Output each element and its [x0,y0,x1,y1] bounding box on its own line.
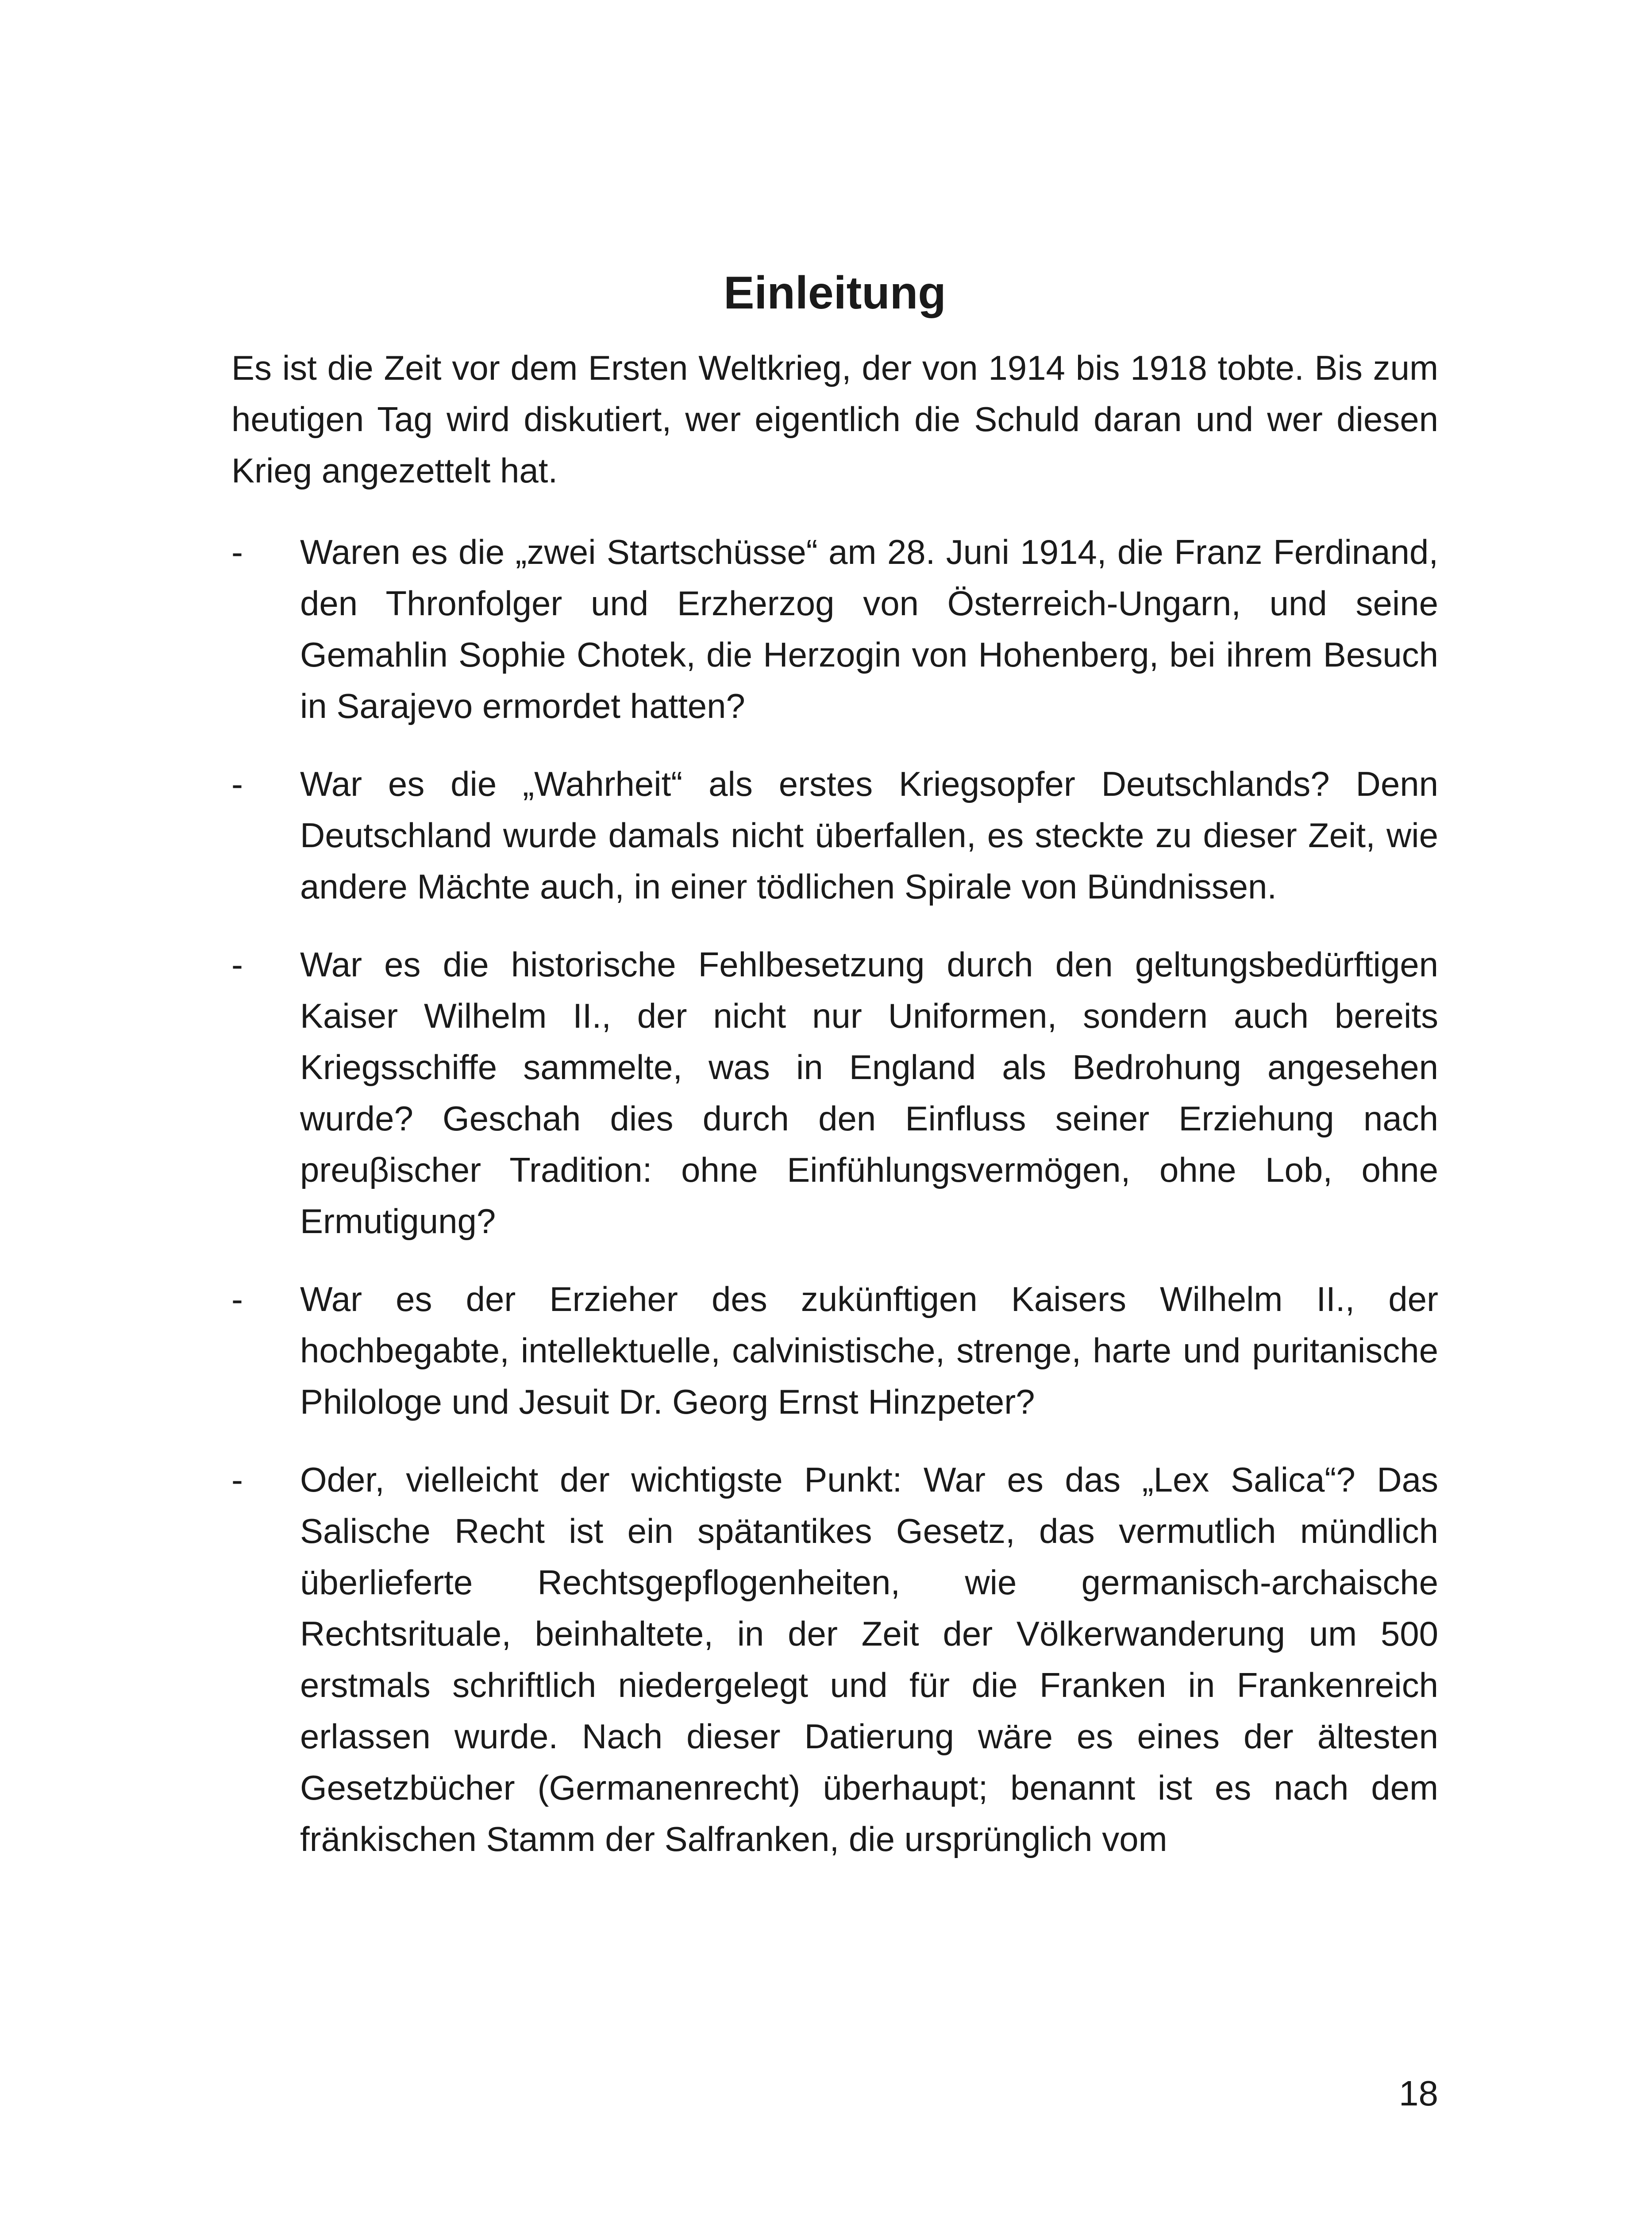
list-marker: - [231,532,243,571]
list-item [231,1454,1438,1865]
intro-paragraph: Es ist die Zeit vor dem Ersten Weltkrieg, der von 1914 bis 1918 tobte. Bis zum heutigen Tag wird diskutiert, wer eigentlich die Schuld daran und wer diesen Krieg angezettelt hat. [231,348,1438,490]
list-marker: - [231,764,243,803]
list-item-text: War es die historische Fehlbesetzung durch den geltungsbedürftigen Kaiser Wilhelm II., der nicht nur Uniformen, sondern auch bereits Kriegsschiffe sammelte, was in England als Bedrohung angesehen wurde? Geschah dies durch den Einfluss seiner Erziehung nach preuβischer Tradition: ohne Einfühlungsvermögen, ohne Lob, ohne Ermutigung? [300,945,1438,1241]
list-marker: - [231,1279,243,1319]
bullet-list [231,526,1438,1865]
page-content [231,266,1438,1891]
list-item [231,758,1438,912]
list-item-text: Oder, vielleicht der wichtigste Punkt: War es das „Lex Salica“? Das Salische Recht ist ein spätantikes Gesetz, das vermutlich mündlich überlieferte Rechtsgepflogenheiten, wie germanisch-archaische Rechtsrituale, beinhaltete, in der Zeit der Völkerwanderung um 500 erstmals schriftlich niedergelegt und für die Franken in Frankenreich erlassen wurde. Nach dieser Datierung wäre es eines der ältesten Gesetzbücher (Germanenrecht) überhaupt; benannt ist es nach dem fränkischen Stamm der Salfranken, die ursprünglich vom [300,1460,1438,1858]
list-item-text: War es der Erzieher des zukünftigen Kaisers Wilhelm II., der hochbegabte, intellektuelle, calvinistische, strenge, harte und puritanische Philologe und Jesuit Dr. Georg Ernst Hinzpeter? [300,1279,1438,1421]
list-item-text: War es die „Wahrheit“ als erstes Kriegsopfer Deutschlands? Denn Deutschland wurde damals nicht überfallen, es steckte zu dieser Zeit, wie andere Mächte auch, in einer tödlichen Spirale von Bündnissen. [300,764,1438,906]
list-item [231,526,1438,732]
list-item-text: Waren es die „zwei Startschüsse“ am 28. Juni 1914, die Franz Ferdinand, den Thronfolger und Erzherzog von Österreich-Ungarn, und seine Gemahlin Sophie Chotek, die Herzogin von Hohenberg, bei ihrem Besuch in Sarajevo ermordet hatten? [300,532,1438,725]
page-title: Einleitung [724,267,946,319]
list-item [231,1273,1438,1427]
list-item [231,939,1438,1247]
page-number: 18 [1399,2074,1438,2113]
list-marker: - [231,1460,243,1499]
list-marker: - [231,945,243,984]
